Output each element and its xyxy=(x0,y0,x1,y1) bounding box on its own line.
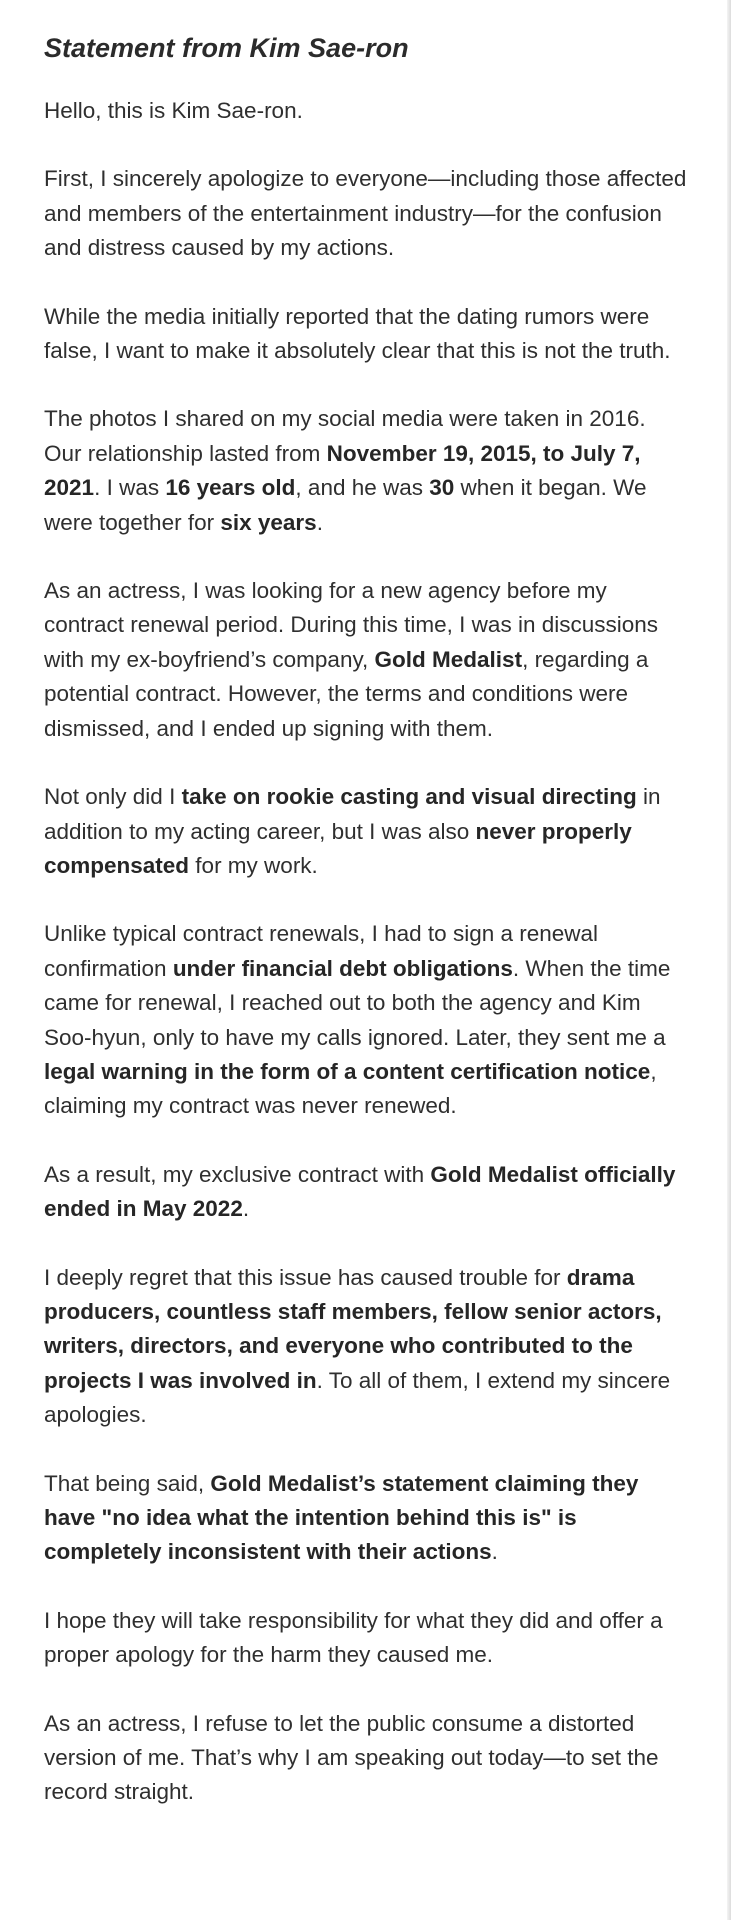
text-run: , claiming my contract was never renewed. xyxy=(44,1058,657,1119)
text-run: for my work. xyxy=(189,852,318,878)
text-run: Hello, this is Kim Sae-ron. xyxy=(44,98,303,123)
bold-text: Gold Medalist xyxy=(374,646,523,672)
text-run: While the media initially reported that the dating rumors were false, I want to make it absolutely clear that this is not the truth. xyxy=(44,303,671,364)
paragraph-closing xyxy=(44,1707,687,1810)
bold-text: 30 xyxy=(429,475,455,501)
bold-text: take on rookie casting and visual directing xyxy=(181,784,637,810)
bold-text: under financial debt obligations xyxy=(172,955,513,981)
text-run: . xyxy=(316,509,323,535)
text-run: . xyxy=(242,1196,250,1222)
paragraph-rumors xyxy=(44,300,687,369)
text-run: Not only did I xyxy=(44,784,182,810)
text-run: . I was xyxy=(94,475,166,501)
text-run: Unlike typical contract renewals, I had to sign a renewal confirmation xyxy=(44,921,599,981)
paragraph-relationship xyxy=(44,402,687,540)
text-run: As a result, my exclusive contract with xyxy=(44,1161,431,1187)
text-run: As an actress, I refuse to let the public consume a distorted version of me. That’s why I am speaking out today—to set the record straight. xyxy=(44,1710,659,1805)
page-edge-shadow xyxy=(727,0,731,1920)
bold-text: Gold Medalist’s statement claiming they have "no idea what the intention behind this is" is completely inconsistent with their actions xyxy=(44,1470,639,1565)
statement-title: Statement from Kim Sae-ron xyxy=(44,33,409,63)
bold-text: legal warning in the form of a content certification notice xyxy=(44,1058,651,1084)
text-run: As an actress, I was looking for a new agency before my contract renewal period. During this time, I was in discussions with my ex-boyfriend’s company, xyxy=(44,578,659,672)
text-run: . xyxy=(491,1539,498,1565)
bold-text: drama producers, countless staff members, fellow senior actors, writers, directors, and everyone who contributed to the projects I was involved in xyxy=(44,1264,662,1393)
paragraph-greeting xyxy=(44,94,687,128)
text-run: First, I sincerely apologize to everyone—including those affected and members of the entertainment industry—for the confusion and distress caused by my actions. xyxy=(44,166,687,261)
paragraph-responsibility xyxy=(44,1604,687,1673)
paragraph-apology xyxy=(44,162,687,265)
text-run: when it began. We were together for xyxy=(44,475,647,535)
text-run: in addition to my acting career, but I was also xyxy=(44,784,661,844)
statement-body xyxy=(44,94,687,1810)
text-run: That being said, xyxy=(44,1470,211,1496)
paragraph-compensation xyxy=(44,780,687,883)
text-run: The photos I shared on my social media were taken in 2016. Our relationship lasted from xyxy=(44,406,646,466)
bold-text: November 19, 2015, to July 7, 2021 xyxy=(44,440,641,501)
bold-text: 16 years old xyxy=(165,475,296,501)
paragraph-regret xyxy=(44,1261,687,1433)
text-run: . To all of them, I extend my sincere apologies. xyxy=(44,1367,671,1428)
paragraph-inconsistent xyxy=(44,1467,687,1570)
paragraph-contract-end xyxy=(44,1158,687,1227)
bold-text: Gold Medalist officially ended in May 2022 xyxy=(44,1161,676,1222)
text-run: , regarding a potential contract. However, the terms and conditions were dismissed, and I ended up signing with them. xyxy=(44,646,649,741)
text-run: I deeply regret that this issue has caused trouble for xyxy=(44,1264,567,1290)
paragraph-renewal xyxy=(44,917,687,1123)
bold-text: six years xyxy=(220,509,317,535)
text-run: I hope they will take responsibility for what they did and offer a proper apology for the harm they caused me. xyxy=(44,1607,663,1668)
bold-text: never properly compensated xyxy=(44,818,632,878)
paragraph-agency xyxy=(44,574,687,746)
text-run: . When the time came for renewal, I reached out to both the agency and Kim Soo-hyun, only to have my calls ignored. Later, they sent me a xyxy=(44,955,671,1050)
text-run: , and he was xyxy=(295,475,430,501)
